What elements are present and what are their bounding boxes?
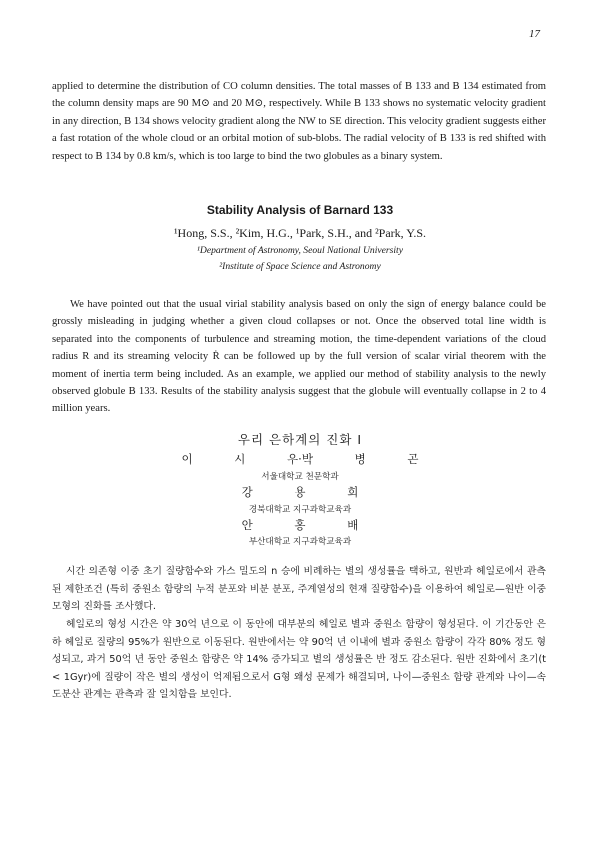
- korean-author-affiliation-3: 부산대학교 지구과학교육과: [248, 537, 352, 547]
- article-title: Stability Analysis of Barnard 133: [206, 203, 394, 217]
- page-number: 17: [529, 28, 540, 40]
- korean-author-affiliation-2: 경북대학교 지구과학교육과: [248, 505, 352, 515]
- affiliation-2: ²Institute of Space Science and Astronomy: [219, 261, 381, 272]
- korean-author-name-2: 강 용 희: [241, 485, 359, 499]
- korean-paragraph-1: 시간 의존형 이중 초기 질량함수와 가스 밀도의 n 승에 비례하는 별의 생성률을 택하고, 원반과 헤일로에서 관측된 제한조건 (특히 중원소 함량의 누적 분포와 비분 분포, 주계열성의 현재 질량함수)을 이용하여 헤일로—원반 이중 모형의 진화를 조사했다.: [52, 566, 546, 613]
- korean-author-name-1: 이 시 우·박 병 곤: [181, 452, 419, 466]
- affiliation-1: ¹Department of Astronomy, Seoul National University: [197, 245, 403, 256]
- korean-article-title: 우리 은하계의 진화 I: [237, 432, 363, 447]
- korean-paragraph-2: 헤일로의 형성 시간은 약 30억 년으로 이 동안에 대부분의 헤일로 별과 중원소 함량이 형성된다. 이 기간동안 은하 헤일로 질량의 95%가 원반으로 이동된다. 원반에서는 약 90억 년 이내에 별과 중원소 함량이 각각 80% 정도 형성되고, 과거 50억 년 동안 중원소 함량은 약 14% 증가되고 별의 생성률은 반 정도 감소된다. 원반 진화에서 초기(t < 1Gyr)에 질량이 작은 별의 생성이 억제됨으로서 G형 왜성 문제가 해결되며, 나이—중원소 함량 관계와 나이—속도분산 관계는 관측과 잘 일치함을 보인다.: [52, 619, 546, 701]
- intro-paragraph: applied to determine the distribution of CO column densities. The total masses of B 133 and B 134 estimated from the column density maps are 90 M⊙ and 20 M⊙, respectively. While B 133 shows no systematic velocity gradient in any direction, B 134 shows velocity gradient along the NW to SE direction. This velocity gradient suggests either a fast rotation of the whole cloud or an orbital motion of sub-blobs. The radial velocity of B 133 is red shifted with respect to B 134 by 0.8 km/s, which is too large to bind the two globules as a binary system.: [52, 81, 546, 162]
- korean-author-affiliation-1: 서울대학교 천문학과: [261, 472, 339, 482]
- korean-author-name-3: 안 홍 배: [241, 518, 359, 532]
- article-authors: ¹Hong, S.S., ²Kim, H.G., ¹Park, S.H., and ²Park, Y.S.: [173, 226, 427, 240]
- article-abstract: We have pointed out that the usual virial stability analysis based on only the sign of energy balance could be grossly misleading in judging whether a given cloud collapses or not. Once the observed total line width is separated into the components of turbulence and streaming motion, the time-dependent variations of the cloud radius R and its streaming velocity Ṙ can be followed up by the full version of scalar virial theorem with the moment of inertia term being included. As an example, we applied our method of stability analysis to the newly observed globule B 133. Results of the stability analysis suggest that the globule will eventually collapse in 2 to 4 million years.: [52, 299, 546, 415]
